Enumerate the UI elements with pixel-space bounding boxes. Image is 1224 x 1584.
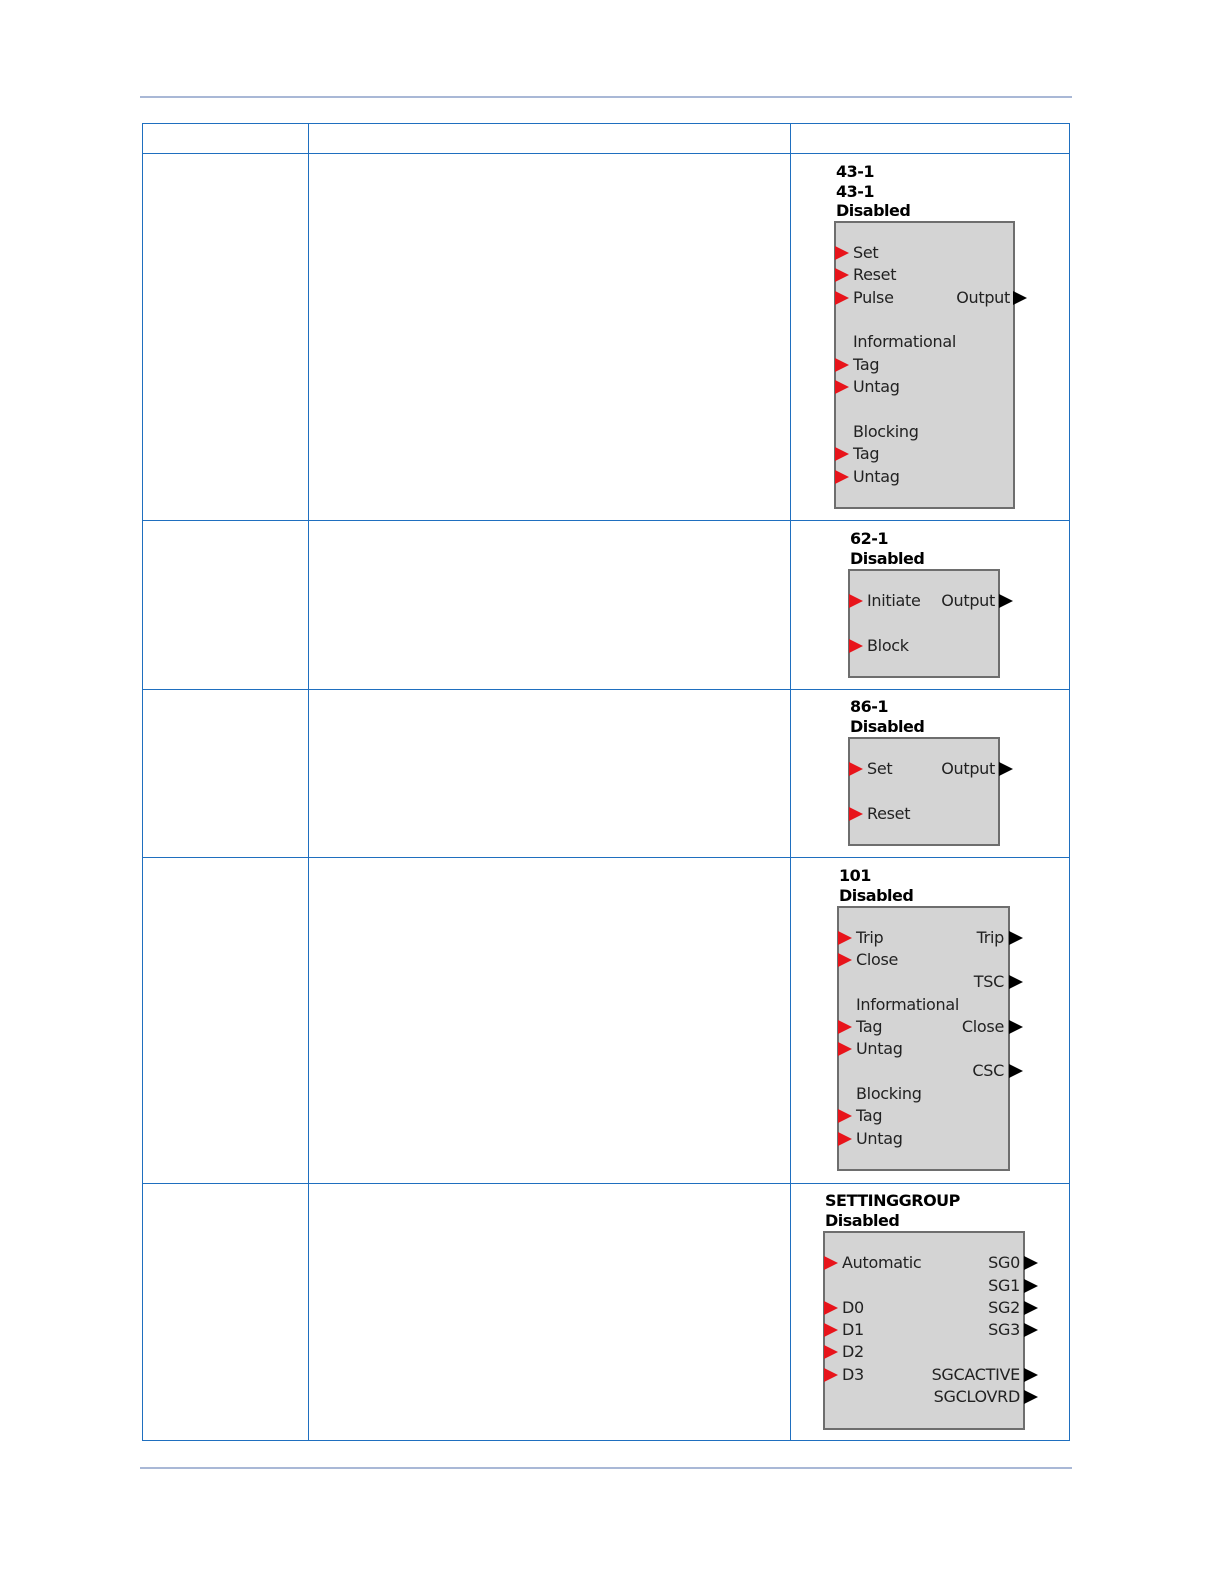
input-arrow-icon — [838, 953, 852, 967]
column-divider-1 — [308, 123, 309, 1441]
input-arrow-icon — [838, 931, 852, 945]
input-arrow-icon — [835, 268, 849, 282]
input-info-untag-label: Untag — [856, 1039, 903, 1058]
output-sg3-label: SG3 — [988, 1320, 1020, 1339]
input-arrow-icon — [835, 447, 849, 461]
group-blocking-label: Blocking — [856, 1084, 922, 1103]
output-trip-label: Trip — [976, 928, 1004, 947]
input-arrow-icon — [838, 1042, 852, 1056]
input-info-tag-label: Tag — [853, 355, 880, 374]
block-body — [848, 569, 1000, 678]
output-label: Output — [941, 759, 995, 778]
input-arrow-icon — [824, 1368, 838, 1382]
input-reset-label: Reset — [867, 804, 911, 823]
block-title: 43-1 — [836, 162, 875, 181]
input-arrow-icon — [849, 807, 863, 821]
output-sgcactive-label: SGCACTIVE — [931, 1365, 1020, 1384]
input-d3-label: D3 — [842, 1365, 864, 1384]
input-arrow-icon — [838, 1132, 852, 1146]
input-block-tag-label: Tag — [853, 444, 880, 463]
input-arrow-icon — [835, 291, 849, 305]
input-trip-label: Trip — [856, 928, 884, 947]
table-border-right — [1069, 123, 1070, 1441]
input-arrow-icon — [824, 1345, 838, 1359]
input-d2-label: D2 — [842, 1342, 864, 1361]
output-arrow-icon — [1024, 1301, 1038, 1315]
input-block-label: Block — [867, 636, 909, 655]
output-arrow-icon — [1024, 1368, 1038, 1382]
table-border-bottom — [142, 1440, 1070, 1441]
header-row-divider — [142, 153, 1070, 154]
group-blocking-label: Blocking — [853, 422, 919, 441]
block-title: 86-1 — [850, 697, 889, 716]
input-initiate-label: Initiate — [867, 591, 921, 610]
group-informational-label: Informational — [853, 332, 956, 351]
output-arrow-icon — [1024, 1256, 1038, 1270]
input-set-label: Set — [867, 759, 893, 778]
output-arrow-icon — [1024, 1279, 1038, 1293]
row-divider-2 — [142, 689, 1070, 690]
input-pulse-label: Pulse — [853, 288, 894, 307]
input-arrow-icon — [835, 358, 849, 372]
block-status: Disabled — [850, 717, 925, 736]
input-arrow-icon — [835, 470, 849, 484]
block-status: Disabled — [850, 549, 925, 568]
header-rule — [140, 96, 1072, 98]
input-arrow-icon — [838, 1109, 852, 1123]
block-status: Disabled — [836, 201, 911, 220]
input-set-label: Set — [853, 243, 879, 262]
output-arrow-icon — [999, 594, 1013, 608]
output-arrow-icon — [1009, 1064, 1023, 1078]
row-divider-4 — [142, 1183, 1070, 1184]
input-d0-label: D0 — [842, 1298, 864, 1317]
input-block-untag-label: Untag — [853, 467, 900, 486]
input-arrow-icon — [838, 1020, 852, 1034]
input-arrow-icon — [824, 1301, 838, 1315]
table-border-left — [142, 123, 143, 1441]
input-block-tag-label: Tag — [856, 1106, 883, 1125]
output-arrow-icon — [1024, 1390, 1038, 1404]
input-close-label: Close — [856, 950, 899, 969]
output-sgclovrd-label: SGCLOVRD — [933, 1387, 1020, 1406]
block-status: Disabled — [825, 1211, 900, 1230]
output-arrow-icon — [1024, 1323, 1038, 1337]
block-body — [848, 737, 1000, 846]
output-csc-label: CSC — [972, 1061, 1004, 1080]
output-tsc-label: TSC — [973, 972, 1004, 991]
input-arrow-icon — [835, 380, 849, 394]
output-close-label: Close — [961, 1017, 1004, 1036]
block-title: 62-1 — [850, 529, 889, 548]
input-arrow-icon — [835, 246, 849, 260]
input-reset-label: Reset — [853, 265, 897, 284]
output-arrow-icon — [1009, 975, 1023, 989]
input-arrow-icon — [824, 1256, 838, 1270]
output-arrow-icon — [1009, 931, 1023, 945]
input-info-untag-label: Untag — [853, 377, 900, 396]
input-block-untag-label: Untag — [856, 1129, 903, 1148]
output-arrow-icon — [1009, 1020, 1023, 1034]
output-sg0-label: SG0 — [988, 1253, 1020, 1272]
table-border-top — [142, 123, 1070, 124]
block-title: SETTINGGROUP — [825, 1191, 960, 1210]
output-label: Output — [941, 591, 995, 610]
input-info-tag-label: Tag — [856, 1017, 883, 1036]
output-label: Output — [956, 288, 1010, 307]
input-arrow-icon — [849, 594, 863, 608]
output-arrow-icon — [1013, 291, 1027, 305]
input-arrow-icon — [849, 639, 863, 653]
column-divider-2 — [790, 123, 791, 1441]
block-status: Disabled — [839, 886, 914, 905]
output-arrow-icon — [999, 762, 1013, 776]
block-subtitle: 43-1 — [836, 182, 875, 201]
input-automatic-label: Automatic — [842, 1253, 922, 1272]
input-arrow-icon — [824, 1323, 838, 1337]
row-divider-3 — [142, 857, 1070, 858]
row-divider-1 — [142, 520, 1070, 521]
input-d1-label: D1 — [842, 1320, 864, 1339]
input-arrow-icon — [849, 762, 863, 776]
output-sg2-label: SG2 — [988, 1298, 1020, 1317]
output-sg1-label: SG1 — [988, 1276, 1020, 1295]
group-informational-label: Informational — [856, 995, 959, 1014]
footer-rule — [140, 1467, 1072, 1469]
block-title: 101 — [839, 866, 871, 885]
